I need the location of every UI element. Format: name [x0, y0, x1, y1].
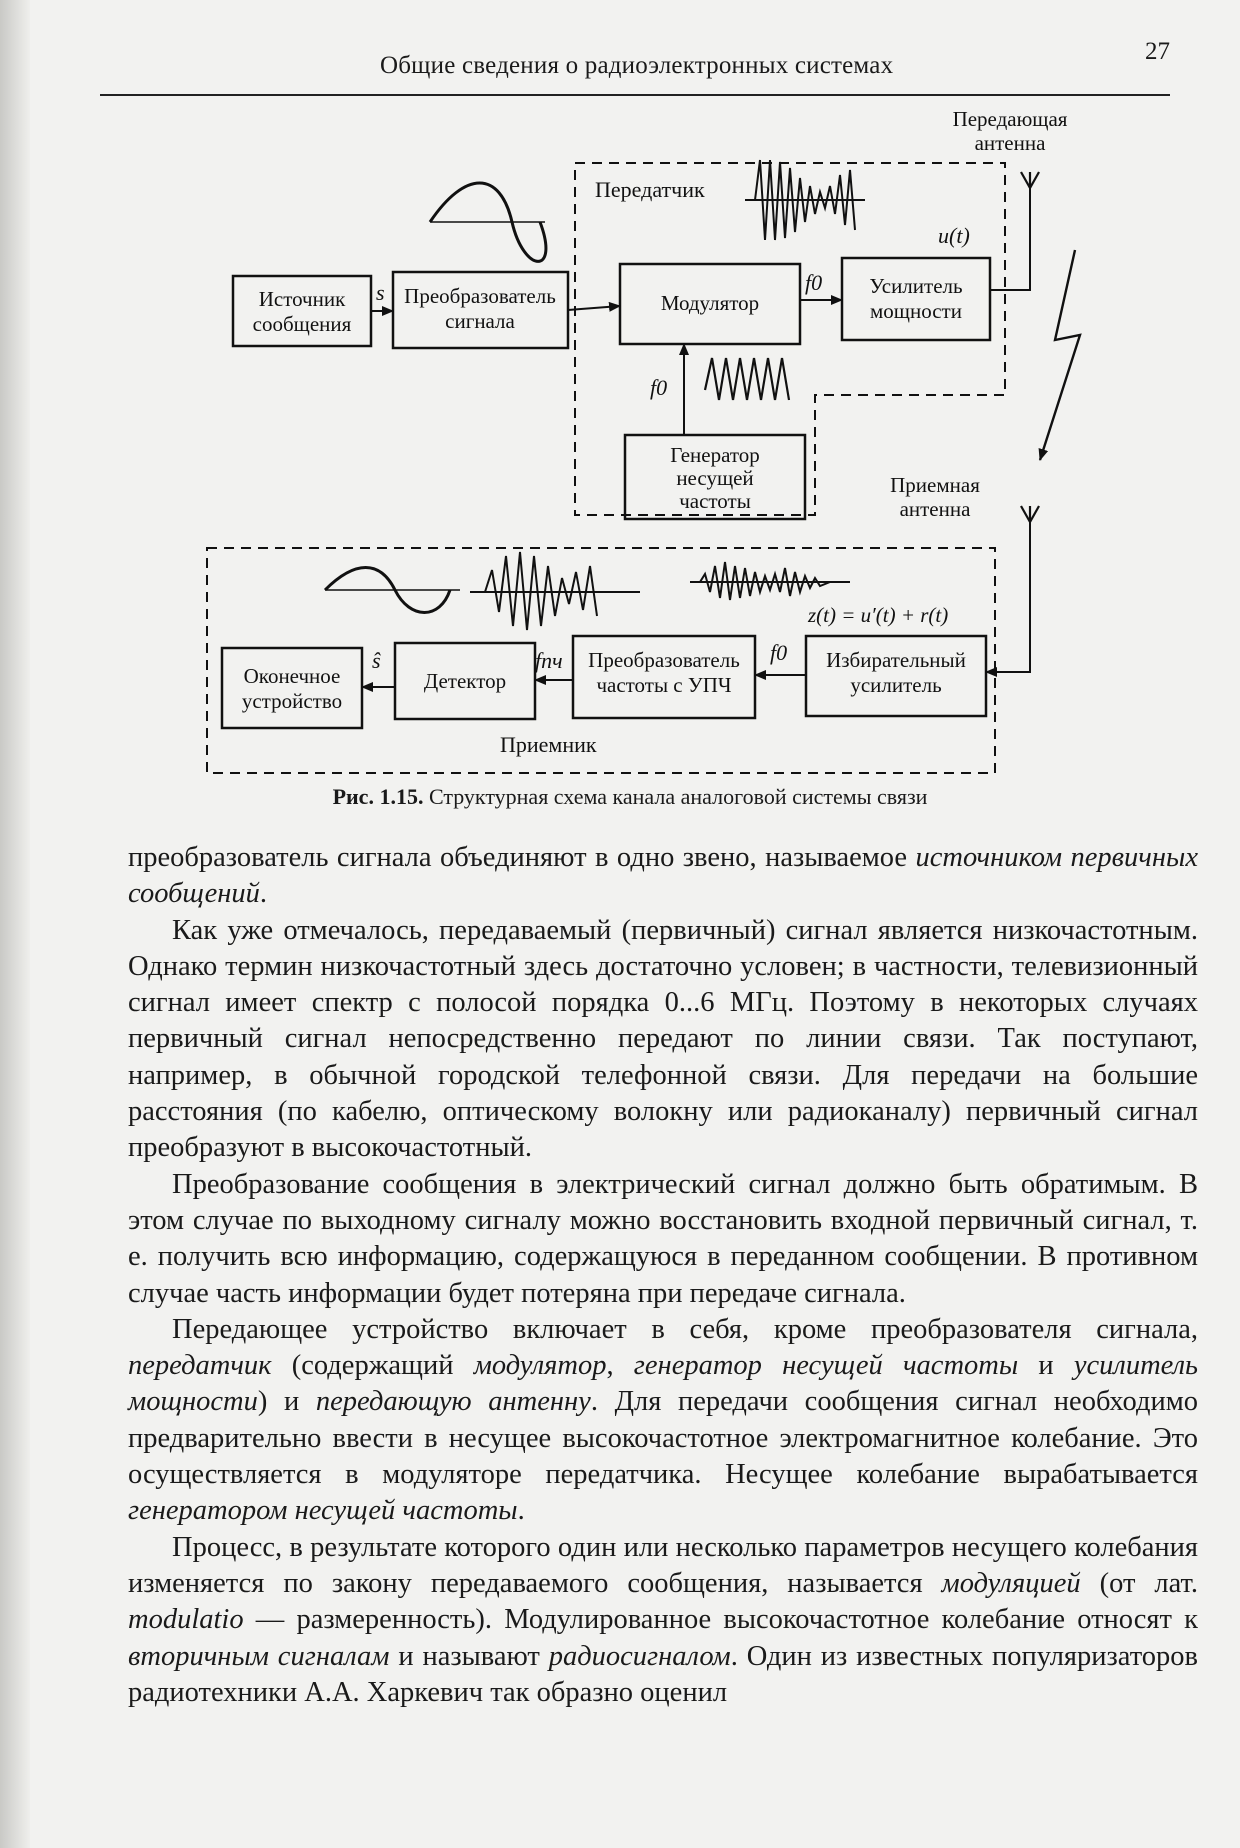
term-modulatio: modulatio: [128, 1604, 244, 1636]
term-modulator: модулятор: [473, 1350, 607, 1382]
receive-antenna-icon: [1021, 506, 1039, 522]
antenna-to-selective-line: [986, 522, 1030, 672]
text-run: — размеренность). Модулированное высокочастотное колебание относят к: [243, 1604, 1198, 1636]
paragraph-5: [128, 1530, 1198, 1711]
text-run: преобразователь сигнала объединяют в одно звено, называемое: [128, 842, 916, 873]
label-z-eq: z(t) = u′(t) + r(t): [808, 603, 949, 627]
figure-caption: [140, 784, 1120, 810]
paragraph-3: Преобразование сообщения в электрический сигнал должно быть обратимым. В этом случае по выходному сигналу можно восстановить входной первичный сигнал, т. е. получить всю информацию, содержащуюся в переданном сообщении. В противном случае часть информации будет потеряна при передаче сигнала.: [128, 1168, 1198, 1309]
paragraph-2: Как уже отмечалось, передаваемый (первичный) сигнал является низкочастотным. Однако термин низкочастотный здесь достаточно условен; в частности, телевизионный сигнал имеет спектр с полосой порядка 0...6 МГц. Поэтому в некоторых случаях первичный сигнал непосредственно передают по линии связи. Так поступают, например, в обычной городской телефонной связи. Для передачи на большие расстояния (по кабелю, оптическому волокну или радиоканалу) первичный сигнал преобразуют в высокочастотный.: [128, 914, 1198, 1164]
converter-label-1: Преобразователь: [404, 284, 556, 308]
running-title: Общие сведения о радиоэлектронных системах: [380, 52, 894, 79]
label-f0-mod: f0: [805, 270, 823, 295]
receive-antenna-label-1: Приемная: [890, 473, 980, 497]
body-text: [128, 840, 1198, 1711]
text-run: . Для передачи сообщения сигнал необходимо предварительно ввести в несущее высокочастотное электромагнитное колебание. Это осуществляется в модуляторе передатчика. Несущее колебание вырабатывается: [128, 1386, 1198, 1491]
transmit-antenna-icon: [1021, 172, 1039, 188]
text-run: ) и: [257, 1386, 316, 1418]
generator-label-2: несущей: [676, 466, 754, 490]
term-radiosignal: радиосигналом: [548, 1640, 731, 1672]
page-number: 27: [1145, 38, 1170, 65]
text-run: и называют: [389, 1640, 549, 1672]
term-amplifier: усилитель мощности: [128, 1350, 1198, 1418]
text-run: (от лат.: [1080, 1567, 1198, 1599]
label-s: s: [376, 280, 385, 305]
term-generator-2: генератором несущей частоты: [128, 1495, 518, 1527]
text-run: .: [259, 878, 268, 910]
source-label-2: сообщения: [252, 312, 352, 336]
text-run: .: [517, 1495, 525, 1527]
label-f0-rx: f0: [770, 640, 788, 665]
amplifier-label-2: мощности: [870, 299, 962, 323]
generator-label-3: частоты: [679, 489, 751, 513]
amplifier-to-antenna-line: [990, 188, 1030, 290]
freq-converter-label-2: частоты с УПЧ: [596, 673, 732, 697]
transmitter-label: Передатчик: [595, 177, 705, 202]
detector-label: Детектор: [423, 669, 507, 693]
transmit-antenna-label-1: Передающая: [952, 107, 1068, 131]
generator-label-1: Генератор: [670, 443, 760, 467]
source-label-1: Источник: [258, 287, 346, 311]
text-run: (содержащий: [271, 1350, 474, 1382]
am-wave-tx-icon: [745, 160, 865, 240]
receive-antenna-label-2: антенна: [899, 497, 971, 521]
terminal-label-2: устройство: [241, 689, 343, 713]
term-source: источником первичных сообщений: [128, 842, 1198, 910]
freq-converter-label-1: Преобразователь: [588, 648, 740, 672]
term-secondary-signals: вторичным сигналам: [128, 1640, 390, 1672]
am-wave-rx-icon: [470, 552, 640, 630]
label-f0-gen: f0: [650, 375, 668, 400]
term-modulation: модуляцией: [941, 1567, 1081, 1599]
sine-wave-rx-icon: [325, 568, 460, 613]
block-diagram: [0, 0, 1240, 800]
term-antenna: передающую антенну: [315, 1386, 591, 1418]
carrier-wave-icon: [705, 358, 789, 400]
transmit-antenna-label-2: антенна: [974, 131, 1046, 155]
selective-label-1: Избирательный: [826, 648, 966, 672]
receiver-label: Приемник: [500, 732, 597, 757]
terminal-block: [222, 648, 362, 728]
text-run: Передающее устройство включает в себя, кроме преобразователя сигнала,: [172, 1313, 1198, 1345]
label-s-hat: ŝ: [372, 648, 381, 673]
text-run: и: [1018, 1350, 1074, 1382]
text-run: . Один из известных популяризаторов радиотехники А.А. Харкевич так образно оценил: [128, 1640, 1198, 1708]
terminal-label-1: Оконечное: [243, 664, 341, 688]
figure-number: Рис. 1.15.: [332, 784, 424, 809]
label-u-t: u(t): [938, 223, 970, 248]
term-generator: генератор несущей частоты: [633, 1350, 1019, 1382]
text-run: Процесс, в результате которого один или несколько параметров несущего колебания изменяется по закону передаваемого сообщения, называется: [128, 1531, 1198, 1599]
radio-link-icon: [1040, 250, 1080, 460]
label-f-if: fпч: [535, 648, 563, 673]
term-transmitter: передатчик: [128, 1350, 272, 1382]
noisy-wave-rx-icon: [690, 562, 850, 600]
modulator-label: Модулятор: [660, 291, 760, 315]
paragraph-1: [128, 840, 1198, 913]
selective-label-2: усилитель: [850, 673, 942, 697]
converter-label-2: сигнала: [445, 309, 515, 333]
paragraph-4: [128, 1312, 1198, 1530]
figure-caption-text: Структурная схема канала аналоговой системы связи: [423, 784, 928, 809]
text-run: ,: [606, 1350, 634, 1382]
amplifier-label-1: Усилитель: [869, 274, 963, 298]
